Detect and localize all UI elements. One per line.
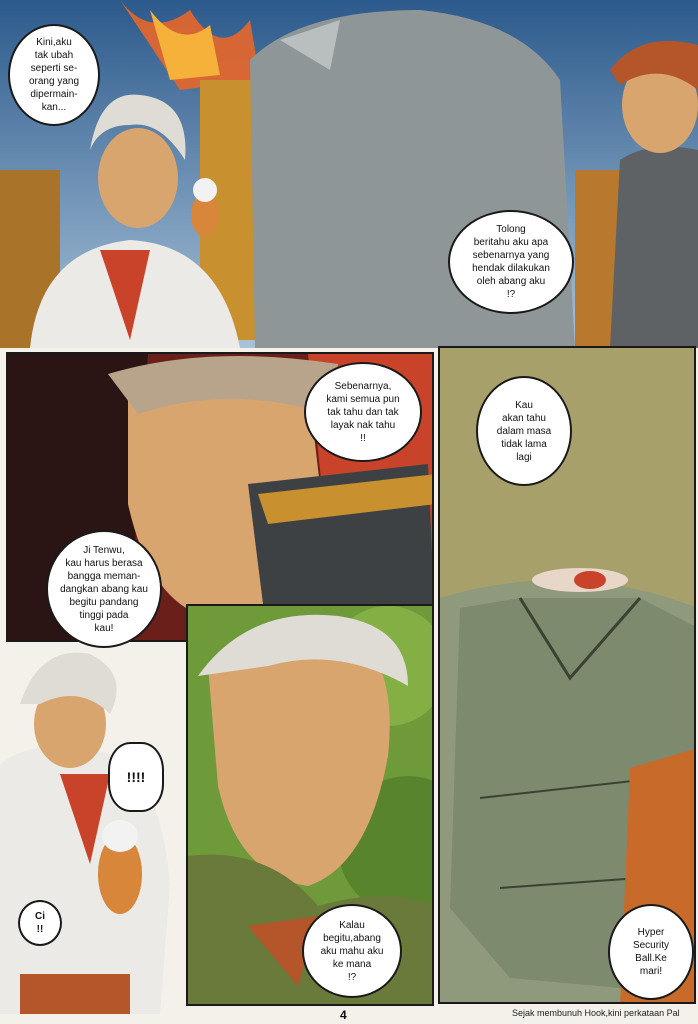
speech-bubble-2: Tolong beritahu aku apa sebenarnya yang hendak dilakukan oleh abang aku !? [448, 210, 574, 314]
speech-bubble-6: !!!! [108, 742, 164, 812]
speech-bubble-5: Ji Tenwu, kau harus berasa bangga meman- dangkan abang kau begitu pandang tinggi pada kau! [46, 530, 162, 648]
panel-hero-art [0, 644, 188, 1014]
speech-bubble-7: Ci !! [18, 900, 62, 946]
panel-mask [438, 346, 696, 1004]
footer-caption: Sejak membunuh Hook,kini perkataan Pal [512, 1008, 680, 1018]
speech-bubble-8: Kalau begitu,abang aku mahu aku ke mana !? [302, 904, 402, 998]
speech-bubble-9: Hyper Security Ball.Ke mari! [608, 904, 694, 1000]
page-number: 4 [340, 1008, 347, 1022]
panel-forest [186, 604, 434, 1006]
panel-top-art [0, 0, 698, 348]
speech-bubble-3: Sebenarnya, kami semua pun tak tahu dan tak layak nak tahu !! [304, 362, 422, 462]
speech-bubble-4: Kau akan tahu dalam masa tidak lama lagi [476, 376, 572, 486]
panel-hero [0, 644, 188, 1014]
speech-bubble-1: Kini,aku tak ubah seperti se- orang yang dipermain- kan... [8, 24, 100, 126]
panel-top [0, 0, 698, 348]
